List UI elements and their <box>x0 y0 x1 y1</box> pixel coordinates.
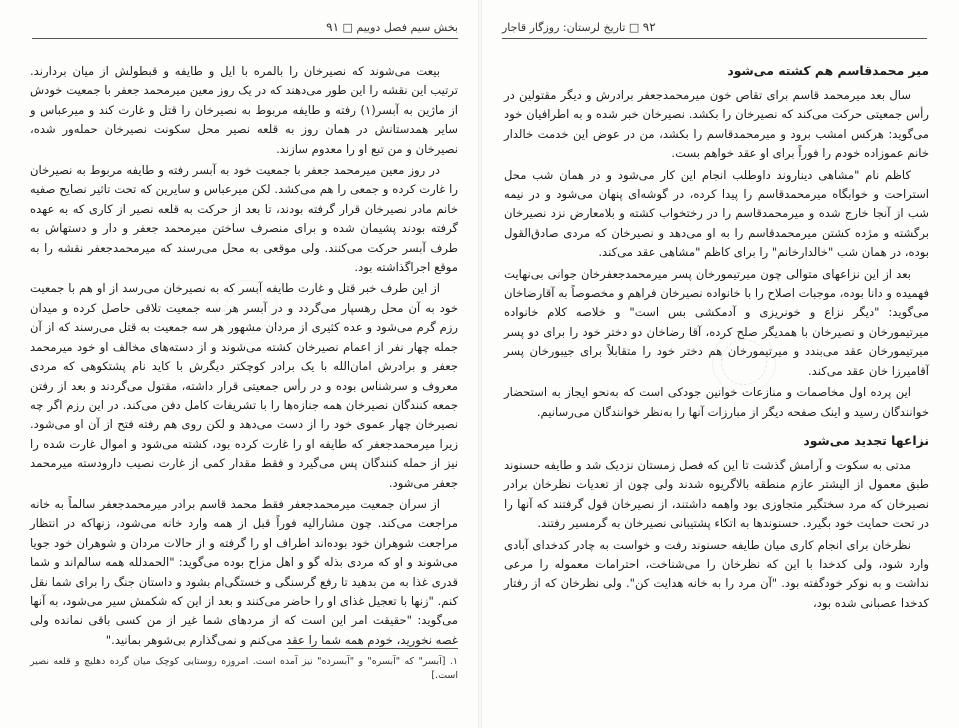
right-running-head-text: تاریخ لرستان: روزگار قاجار <box>502 21 626 34</box>
left-header-rule <box>32 38 458 39</box>
left-paragraph-1: بیعت می‌شوند که نصیرخان را بالمره با ایل و طایفه و قبطولش از میان بردارند. ترتیب این نقشه را این طور می‌دهند که در یک روز معین میرمحمد جعفر با جمعیت خودش از ماژین به آبسر(۱) رفته و طایفه مربوط به نصیرخان را قتل و غارت کند و میرعباس و سایر همدستانش در همان روز به قلعه نصیر محل سکونت نصیرخان حمله‌ور شده، نصیرخان و من تبع او را معدوم سازند. <box>30 64 458 156</box>
section-heading-2: نزاعها تجدید می‌شود <box>803 432 929 448</box>
watermark-stamp <box>712 330 776 394</box>
right-body-text <box>504 62 929 613</box>
right-paragraph-4: این پرده اول مخاصمات و منازعات خوانین جودکی است که به‌نحو ایجاز به استحضار خوانندگان رسید و اینک صفحه دیگر از مبارزات آنها را به‌نظر خوانندگان می‌رسانیم. <box>504 385 929 419</box>
left-paragraph-3: از این طرف خبر قتل و غارت طایفه آبسر که به نصیرخان می‌رسد از او هم با جمعیت خود به آن محل رهسپار می‌گردد و در آبسر هر سه جمعیت تلاقی حاصل کرده و میدان رزم گرم می‌شود و عده کثیری از مردان مشهور هر سه جمعیت به قتل می‌رسند که از آن جمله چهار نفر از اعمام نصیرخان کشته می‌شوند و از دسته‌های مخالف او خود میرمحمد جعفر و برادرش امان‌الله با یک برادر کوچکتر دیگرش با کاید نام پشتکوهی که مردی معروف و سرشناس بوده و در رأس جمعیتی قرار داشته، مقتول می‌گردند و بعد از رفتن جمعه کنندگان نصیرخان همه جنازه‌ها را با تشریفات کامل دفن می‌کند. در این رزم اگر چه نصیرخان چهار عموی خود را از دست می‌دهد و لکن روی هم رفته فتح از آن او می‌شود. زیرا میرمحمدجعفر که طایفه او را غارت کرده بود، کشته می‌شود و اموال غارت شده را نیز از حمله کنندگان پس می‌گیرد و فقط مقدار کمی از غارت نصیب دارودسته میرمحمد جعفر می‌شود. <box>30 281 458 490</box>
right-paragraph-5: مدتی به سکوت و آرامش گذشت تا این که فصل زمستان نزدیک شد و طایفه حسنوند طبق معمول از الیشتر عازم منطقه بالاگریوه شدند ولی چون از تعدیات نظرخان برادر نصیرخان که مرد سختگیر متجاوزی بود واهمه داشتند، از نصیرخان قول گرفتند که آنها را در تحت حمایت خود بگیرد. حسنوندها به اتکاء پشتیبانی نصیرخان به گرمسیر رفتند. <box>504 457 929 531</box>
left-paragraph-4: از سران جمعیت میرمحمدجعفر فقط محمد قاسم برادر میرمحمدجعفر سالماً به خانه مراجعت می‌کند. چون مشارالیه فوراً قبل از همه وارد خانه می‌شود، زنهاکه در انتظار مراجعت شوهران خود بوده‌اند اطراف او را گرفته و از حالات مردان و شوهران خود جویا می‌شوند و او که مردی بذله گو و اهل مزاح بوده می‌گوید: "الحمدلله همه سالم‌اند و شما قدری غذا به من بدهید تا رفع گرسنگی و خستگی‌ام بشود و داستان جنگ را برای شما نقل کنم. "زنها با تعجیل غذای او را حاضر می‌کنند و بعد از این که شکمش سیر می‌شود، به آنها می‌گوید: "حقیقت امر این است که از مردهای شما غیر از من کسی باقی نمانده ولی غصه نخورید، خودم همه شما را عقد می‌کنم و نمی‌گذارم بی‌شوهر بمانید." <box>30 496 458 647</box>
left-paragraph-2: در روز معین میرمحمد جعفر با جمعیت خود به آبسر رفته و طایفه مربوط به نصیرخان را غارت کرده و جمعی را هم می‌کشد. لکن میرعباس و سایرین که تحت تاثیر نصایح صفیه خانم مادر نصیرخان قرار گرفته بودند، تا بعد از حرکت به قلعه نصیر از کاری که به عهده گرفته بودند پشیمان شده و برای منصرف ساختن میرمحمد جعفر و دار و دستهاش به طرف آبسر حرکت می‌کنند. ولی موقعی به محل می‌رسند که میرمحمدجعفر نقشه را به موقع اجراگذاشته بود. <box>30 163 458 275</box>
left-page-number: ۹۱ <box>326 20 340 34</box>
footnote: ۱. [آبسر" که "آبسره" و "آبسرده" نیز آمده است. امروزه روستایی کوچک میان گرده دهلیچ و قلعه نصیر است.] <box>30 656 458 681</box>
left-running-head-text: بخش سیم فصل دوییم <box>356 21 458 34</box>
section-heading-1: میر محمدقاسم هم کشته می‌شود <box>727 63 929 78</box>
right-running-head: ۹۲ □ تاریخ لرستان: روزگار قاجار <box>502 20 656 34</box>
right-page-number: ۹۲ <box>642 20 656 34</box>
left-running-head: بخش سیم فصل دوییم □ ۹۱ <box>326 20 458 34</box>
footnote-rule <box>288 648 458 649</box>
right-paragraph-3: بعد از این نزاعهای متوالی چون میرتیمورخان پسر میرمحمدجعفرخان جوانی بی‌نهایت فهمیده و دانا بوده، موجبات اصلاح را با خانواده نصیرخان فراهم و مخصوصاً به آقارضاخان می‌گوید: "دیگر نزاع و خونریزی و آدمکشی بس است" و خلاصه کلام خانواده میرتیمورخان و نصیرخان با همدیگر صلح کرده، آقا رضاخان دو دختر خود را برای دو پسر میرتیمورخان عقد می‌بندد و میرتیمورخان هم دختر خود را متقابلاً برای جیبورخان پسر آقامیرزا خان عقد می‌کند. <box>504 266 929 378</box>
right-paragraph-1: سال بعد میرمحمد قاسم برای تقاص خون میرمحمدجعفر برادرش و دیگر مقتولین در رأس جمعیتی حرکت می‌کند که نصیرخان را بکشد. نصیرخان خبر شده و به اطرافیان خود می‌گوید: هرکس امشب برود و میرمحمدقاسم را بکشد، من در عوض این خدمت خالدار خانم عموزاده خودم را فوراً برای او عقد خواهم بست. <box>504 88 929 161</box>
right-header-rule <box>502 38 927 39</box>
right-paragraph-6: نظرخان برای انجام کاری میان طایفه حسنوند رفت و خواست به چادر کدخدای آبادی وارد شود، ولی کدخدا با این که نظرخان را می‌شناخت، احترامات معموله را مرعی نداشت و به نوکر خودگفته بود. "آن مرد را به خانه هدایت کن". ولی نظرخان که از رفتار کدخدا عصبانی شده بود، <box>504 537 929 610</box>
watermark-stamp <box>215 280 279 344</box>
left-page <box>0 0 478 728</box>
left-body-text <box>30 62 458 650</box>
right-paragraph-2: کاظم نام "مشاهی دیناروند داوطلب انجام این کار می‌شود و در همان شب محل استراحت و خوابگاه میرمحمدقاسم را پیدا کرده، در گوشه‌ای پنهان می‌شود و در نیمه شب از آنجا خارج شده و میرمحمدقاسم را در رختخواب کشته و بلامعارض نزد نصیرخان برگشته و مژده کشتن میرمحمدقاسم را به او می‌دهد و نصیرخان که مردی صادق‌القول بوده، در همان شب "خالدارخانم" را برای کاظم "مشاهی عقد می‌کند. <box>504 167 929 260</box>
right-page <box>482 0 959 728</box>
